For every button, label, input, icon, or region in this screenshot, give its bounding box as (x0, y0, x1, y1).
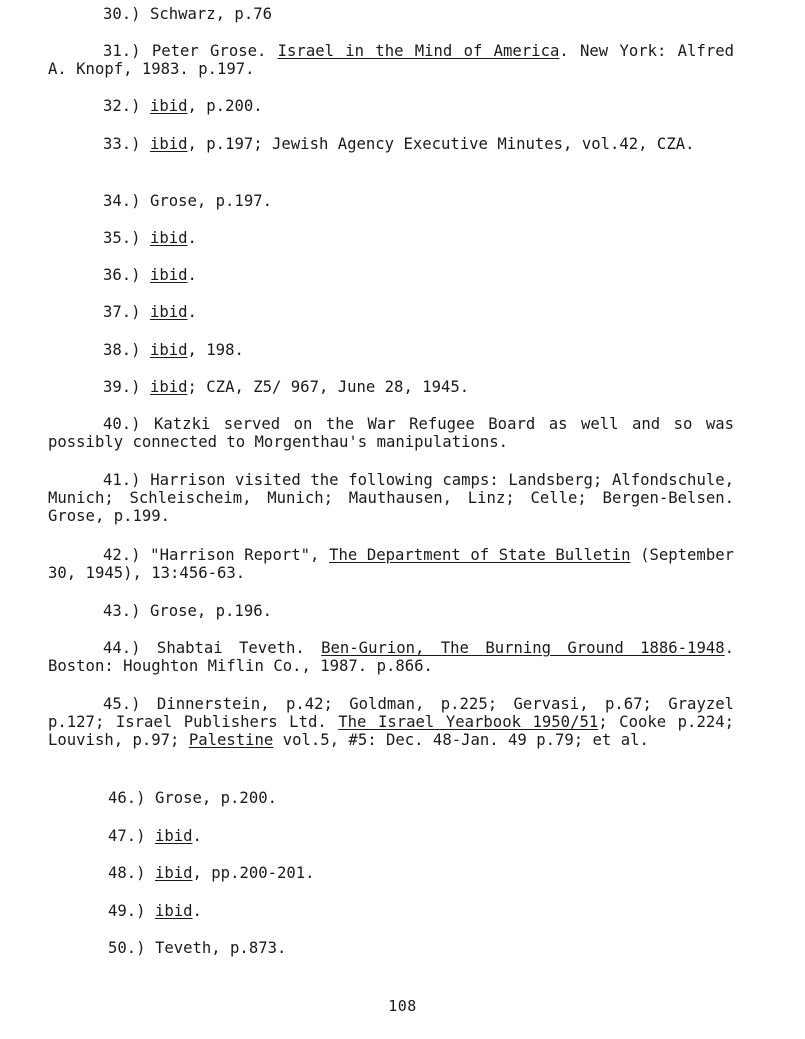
footnote-38 (48, 341, 734, 359)
footnote-title: The Israel Yearbook 1950/51 (338, 713, 599, 732)
footnote-title: ibid (149, 229, 188, 247)
footnote-text: 46.) Grose, p.200. (108, 789, 277, 807)
footnote-45 (48, 695, 734, 750)
footnote-title: ibid (154, 827, 193, 845)
footnote-text: 47.) (108, 827, 155, 845)
footnote-text: 42.) "Harrison Report", (103, 546, 330, 564)
footnote-title: The Department of State Bulletin (329, 546, 631, 564)
footnote-text: . (192, 902, 202, 920)
footnote-text: 45.) Dinnerstein, p.42; Goldman, p.225; Gervasi, p.67; Grayzel p.127; Israel Publishers Ltd. (48, 695, 734, 732)
footnote-text: 49.) (108, 902, 155, 920)
footnote-title: ibid (149, 97, 188, 115)
footnote-text: 31.) Peter Grose. (103, 42, 278, 60)
footnote-47 (48, 827, 734, 845)
footnote-42 (48, 546, 734, 582)
footnote-text: . New York: Alfred A. Knopf, 1983. p.197. (48, 42, 734, 79)
footnote-44 (48, 639, 734, 675)
footnote-text: . (192, 827, 202, 845)
footnote-title: ibid (149, 135, 188, 153)
footnote-text: 40.) Katzki served on the War Refugee Board as well and so was possibly connected to Morgenthau's manipulations. (48, 415, 734, 452)
page-number: 108 (388, 997, 417, 1015)
footnote-34 (48, 192, 734, 210)
footnote-text: . (187, 229, 197, 247)
footnote-text: 38.) (103, 341, 150, 359)
footnote-title: ibid (149, 341, 188, 359)
footnote-title: Palestine (188, 731, 274, 750)
footnote-title: ibid (154, 864, 193, 882)
footnote-text: 34.) Grose, p.197. (103, 192, 272, 210)
footnote-48 (48, 864, 734, 882)
footnote-text: vol.5, #5: Dec. 48-Jan. 49 p.79; et al. (273, 731, 649, 750)
footnote-46 (48, 789, 734, 807)
footnote-text: 36.) (103, 266, 150, 284)
footnote-text: 44.) Shabtai Teveth. (103, 639, 322, 657)
footnote-40 (48, 415, 734, 451)
footnote-text: , p.200. (187, 97, 263, 115)
footnote-36 (48, 266, 734, 284)
footnote-text: 30.) Schwarz, p.76 (103, 5, 272, 23)
footnote-text: , pp.200-201. (192, 864, 315, 882)
footnote-33 (48, 135, 734, 153)
footnote-37 (48, 303, 734, 321)
footnote-text: . (187, 266, 197, 284)
footnote-text: . (187, 303, 197, 321)
footnote-text: ; Cooke p.224; Louvish, p.97; (48, 713, 735, 750)
footnote-30 (48, 5, 734, 23)
footnote-35 (48, 229, 734, 247)
footnote-50 (48, 939, 734, 957)
footnote-49 (48, 902, 734, 920)
footnote-text: ; CZA, Z5/ 967, June 28, 1945. (187, 378, 470, 396)
footnote-text: . Boston: Houghton Miflin Co., 1987. p.866. (48, 639, 735, 676)
footnote-title: ibid (149, 378, 188, 396)
footnote-title: Ben-Gurion, The Burning Ground 1886-1948 (321, 639, 725, 657)
footnote-43 (48, 602, 734, 620)
footnote-32 (48, 97, 734, 115)
footnote-text: 48.) (108, 864, 155, 882)
footnote-title: ibid (154, 902, 193, 920)
footnote-text: 35.) (103, 229, 150, 247)
footnote-41 (48, 471, 734, 526)
footnote-39 (48, 378, 734, 396)
footnote-text: 41.) Harrison visited the following camps: Landsberg; Alfondschule, Munich; Schleischeim, Munich; Mauthausen, Linz; Celle; Bergen-Belsen. Grose, p.199. (48, 471, 734, 526)
footnote-text: 43.) Grose, p.196. (103, 602, 272, 620)
footnote-text: 33.) (103, 135, 150, 153)
footnote-text: 32.) (103, 97, 150, 115)
footnote-text: (September 30, 1945), 13:456-63. (48, 546, 734, 583)
footnote-title: ibid (149, 266, 188, 284)
footnote-31 (48, 42, 734, 78)
footnote-text: 39.) (103, 378, 150, 396)
footnote-title: Israel in the Mind of America (277, 42, 560, 60)
footnote-text: , 198. (187, 341, 244, 359)
footnote-text: 37.) (103, 303, 150, 321)
footnote-text: , p.197; Jewish Agency Executive Minutes, vol.42, CZA. (187, 135, 695, 153)
footnote-text: 50.) Teveth, p.873. (108, 939, 287, 957)
footnote-title: ibid (149, 303, 188, 321)
